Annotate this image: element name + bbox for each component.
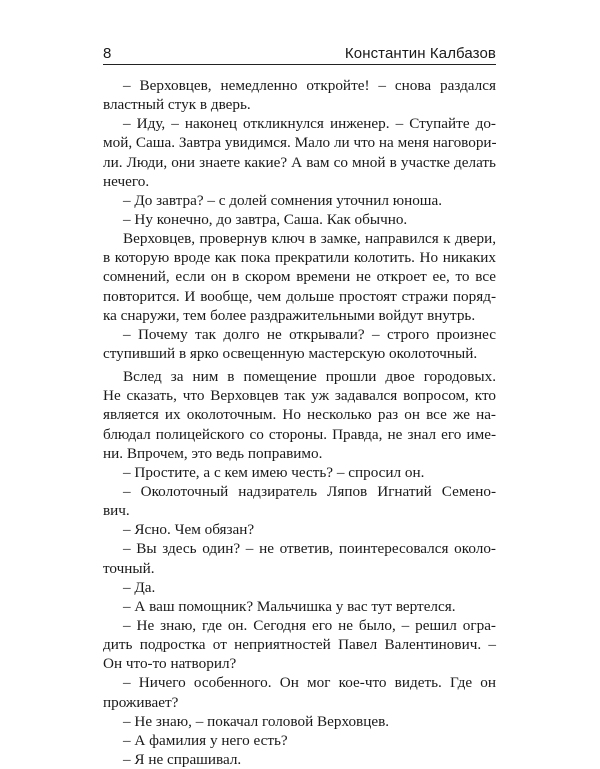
- text-line: дить подростка от неприятностей Павел Валентинович. –: [103, 636, 496, 654]
- text-line: – Да.: [123, 578, 156, 596]
- text-line: – Верховцев, немедленно откройте! – снова раздался: [123, 77, 496, 94]
- text-line: нечего.: [103, 172, 150, 190]
- text-line: – До завтра? – с долей сомнения уточнил юноша.: [123, 191, 443, 209]
- text-line: – Ну конечно, до завтра, Саша. Как обычно.: [123, 210, 408, 228]
- text-line: – Не знаю, – покачал головой Верховцев.: [123, 712, 390, 730]
- text-line: вич.: [103, 502, 130, 520]
- text-line: Не сказать, что Верховцев так уж задавался вопросом, кто: [103, 387, 496, 405]
- text-line: ступивший в ярко освещенную мастерскую околоточный.: [103, 344, 478, 362]
- text-line: – Простите, а с кем имею честь? – спросил он.: [123, 463, 425, 481]
- text-line: властный стук в дверь.: [103, 96, 251, 114]
- text-line: сомнений, если он в скором времени не откроет ее, то все: [103, 268, 496, 286]
- text-line: – Почему так долго не открывали? – строго произнес: [123, 325, 496, 343]
- text-line: – Не знаю, где он. Сегодня его не было, – решил огра-: [123, 616, 496, 634]
- page-header: [103, 38, 496, 64]
- page-number: 8: [103, 45, 112, 62]
- text-line: мой, Саша. Завтра увидимся. Мало ли что на меня наговори-: [103, 134, 497, 152]
- text-line: Вслед за ним в помещение прошли двое городовых.: [123, 368, 496, 386]
- header-rule: [103, 64, 496, 65]
- text-line: повторится. И вообще, чем дольше простоят стражи поряд-: [103, 287, 496, 305]
- text-line: – А ваш помощник? Мальчишка у вас тут вертелся.: [123, 597, 456, 615]
- text-line: ли. Люди, они знаете какие? А вам со мной в участке делать: [103, 153, 496, 171]
- text-line: блюдал полицейского со стороны. Правда, не знал его име-: [103, 425, 496, 443]
- page-body: [103, 76, 496, 769]
- text-line: ка снаружи, тем более раздражительными войдут внутрь.: [103, 306, 476, 324]
- text-line: – Ничего особенного. Он мог кое-что видеть. Где он: [123, 674, 496, 692]
- text-line: – Ясно. Чем обязан?: [123, 521, 255, 539]
- text-line: Верховцев, провернув ключ в замке, направился к двери,: [123, 230, 496, 248]
- text-line: проживает?: [103, 693, 179, 711]
- text-line: Он что-то натворил?: [103, 655, 237, 673]
- text-line: – Я не спрашивал.: [123, 750, 242, 768]
- text-line: в которую вроде как пока прекратили колотить. Но никаких: [103, 249, 496, 267]
- text-line: – А фамилия у него есть?: [123, 731, 288, 749]
- text-line: – Иду, – наконец откликнулся инженер. – Ступайте до-: [123, 115, 496, 133]
- text-line: является их околоточным. Но несколько раз он все же на-: [103, 406, 496, 424]
- text-line: ни. Впрочем, это ведь поправимо.: [103, 444, 323, 462]
- text-line: – Вы здесь один? – не ответив, поинтересовался около-: [123, 540, 496, 558]
- text-line: – Околоточный надзиратель Ляпов Игнатий Семено-: [123, 482, 496, 500]
- text-line: точный.: [103, 559, 155, 577]
- running-head-author: Константин Калбазов: [344, 45, 496, 62]
